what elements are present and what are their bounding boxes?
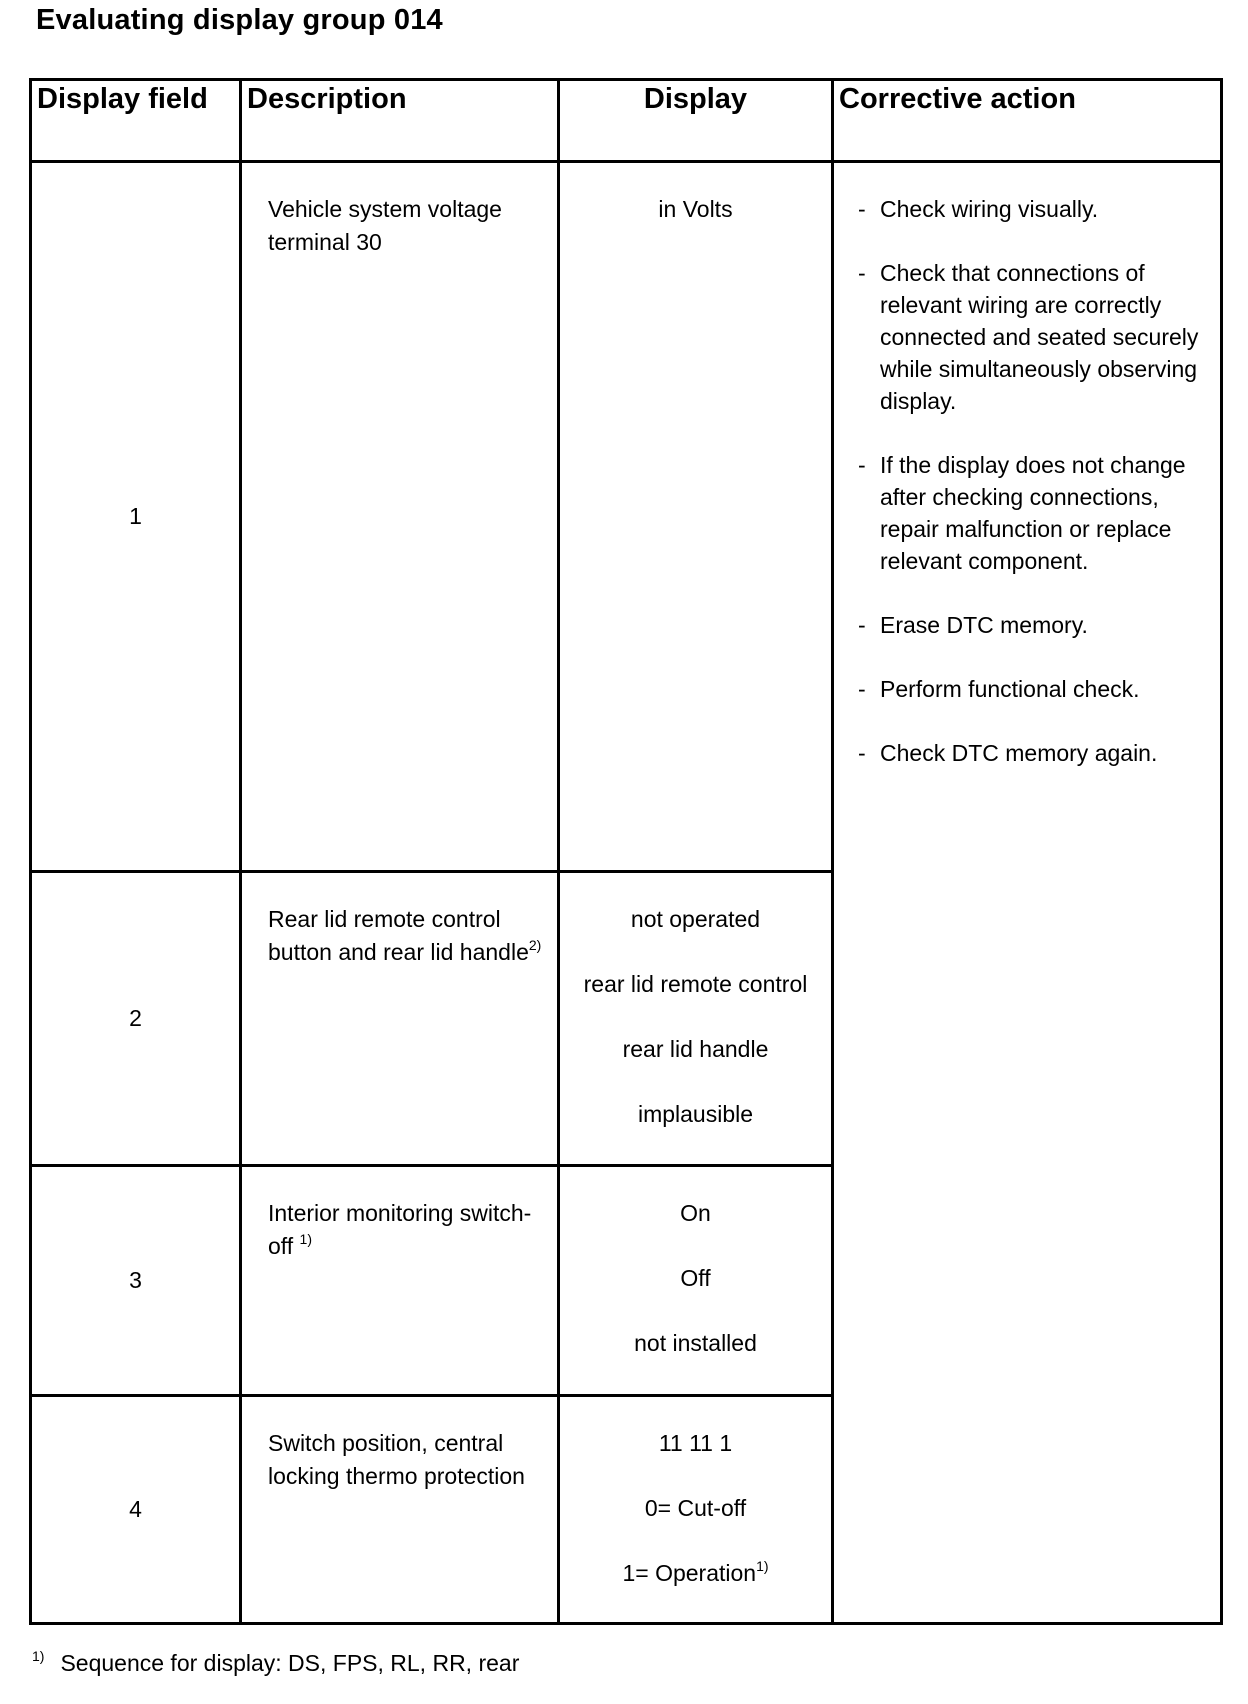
display-value: 11 11 1 bbox=[658, 1430, 733, 1456]
display-value: 0= Cut-off bbox=[644, 1495, 747, 1521]
bullet-dash: - bbox=[858, 452, 866, 478]
bullet-dash: - bbox=[858, 196, 866, 222]
description-footnote-ref: 1) bbox=[299, 1231, 312, 1247]
footnote-marker: 1) bbox=[32, 1648, 45, 1664]
page-title: Evaluating display group 014 bbox=[36, 4, 443, 36]
description-text: Vehicle system voltage terminal 30 bbox=[268, 196, 502, 255]
action-item: - If the display does not change after checking connections, repair malfunction or replace relevant component. bbox=[858, 449, 1208, 577]
table-header-row bbox=[31, 80, 1222, 162]
display-field-number: 3 bbox=[31, 1166, 241, 1396]
description-cell bbox=[241, 872, 559, 1166]
display-field-number: 2 bbox=[31, 872, 241, 1166]
bullet-dash: - bbox=[858, 612, 866, 638]
header-corrective-action: Corrective action bbox=[833, 80, 1222, 162]
footnote-text: Sequence for display: DS, FPS, RL, RR, rear bbox=[60, 1650, 520, 1676]
display-value: 1= Operation$^{1)}$ bbox=[622, 1558, 769, 1586]
display-field-number: 1 bbox=[31, 162, 241, 872]
description-text: Interior monitoring switch-off bbox=[268, 1200, 532, 1259]
action-item: - Check DTC memory again. bbox=[858, 737, 1208, 769]
display-field-number: 4 bbox=[31, 1396, 241, 1624]
display-value: rear lid handle bbox=[622, 1036, 769, 1062]
action-item: - Perform functional check. bbox=[858, 673, 1208, 705]
action-item: - Check wiring visually. bbox=[858, 193, 1208, 225]
display-value: in Volts bbox=[658, 196, 733, 222]
display-value: implausible bbox=[637, 1101, 754, 1127]
description-cell bbox=[241, 1396, 559, 1624]
header-display-field: Display field bbox=[31, 80, 241, 162]
bullet-dash: - bbox=[858, 676, 866, 702]
display-value: On bbox=[680, 1200, 711, 1226]
display-cell bbox=[559, 1166, 833, 1396]
header-description: Description bbox=[241, 80, 559, 162]
footnote bbox=[32, 1650, 519, 1677]
display-value: not operated bbox=[630, 906, 761, 932]
table-row bbox=[31, 162, 1222, 872]
description-cell bbox=[241, 162, 559, 872]
description-text: Switch position, central locking thermo protection bbox=[268, 1430, 525, 1489]
display-group-table bbox=[29, 78, 1223, 1625]
corrective-action-cell bbox=[833, 162, 1222, 1624]
action-item: - Erase DTC memory. bbox=[858, 609, 1208, 641]
description-text: Rear lid remote control button and rear lid handle bbox=[268, 906, 529, 965]
display-value: not installed bbox=[634, 1330, 757, 1356]
display-cell bbox=[559, 1396, 833, 1624]
bullet-dash: - bbox=[858, 740, 866, 766]
display-cell bbox=[559, 872, 833, 1166]
description-footnote-ref: 2) bbox=[528, 937, 542, 953]
action-item: - Check that connections of relevant wiring are correctly connected and seated securely while simultaneously observing display. bbox=[858, 257, 1208, 417]
bullet-dash: - bbox=[858, 260, 866, 286]
display-value: Off bbox=[680, 1265, 711, 1291]
display-cell bbox=[559, 162, 833, 872]
header-display: Display bbox=[559, 80, 833, 162]
description-cell bbox=[241, 1166, 559, 1396]
display-value: rear lid remote control bbox=[583, 971, 808, 997]
